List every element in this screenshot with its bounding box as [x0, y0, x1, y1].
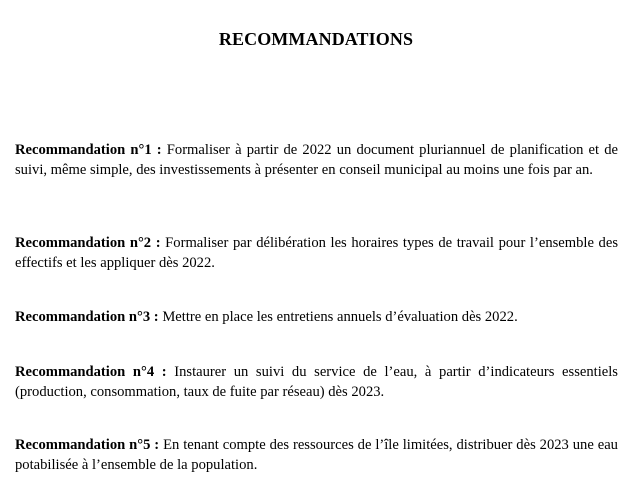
- recommendation-3: [15, 307, 618, 327]
- recommendation-5: [15, 435, 618, 475]
- recommendation-5-label: Recommandation n°5 :: [15, 437, 160, 453]
- recommendation-1-text: Formaliser à partir de 2022 un document pluriannuel de planification et de suivi, même simple, des investissements à présenter en conseil municipal au moins une fois par an.: [15, 142, 618, 178]
- recommendation-3-text: Mettre en place les entretiens annuels d’évaluation dès 2022.: [162, 309, 518, 325]
- recommendation-4-text: Instaurer un suivi du service de l’eau, à partir d’indicateurs essentiels (production, consommation, taux de fuite par réseau) dès 2023.: [15, 364, 618, 400]
- recommendation-2-text: Formaliser par délibération les horaires types de travail pour l’ensemble des effectifs et les appliquer dès 2022.: [15, 235, 618, 271]
- recommendation-3-label: Recommandation n°3 :: [15, 309, 159, 325]
- recommendation-2-label: Recommandation n°2 :: [15, 235, 161, 251]
- recommendation-2: [15, 233, 618, 273]
- recommendation-1-label: Recommandation n°1 :: [15, 142, 162, 158]
- recommendation-4-label: Recommandation n°4 :: [15, 364, 167, 380]
- recommendation-5-text: En tenant compte des ressources de l’île limitées, distribuer dès 2023 une eau potabilisée à l’ensemble de la population.: [15, 437, 618, 473]
- recommendation-4: [15, 362, 618, 402]
- page-title: RECOMMANDATIONS: [218, 29, 414, 50]
- recommendation-1: [15, 140, 618, 180]
